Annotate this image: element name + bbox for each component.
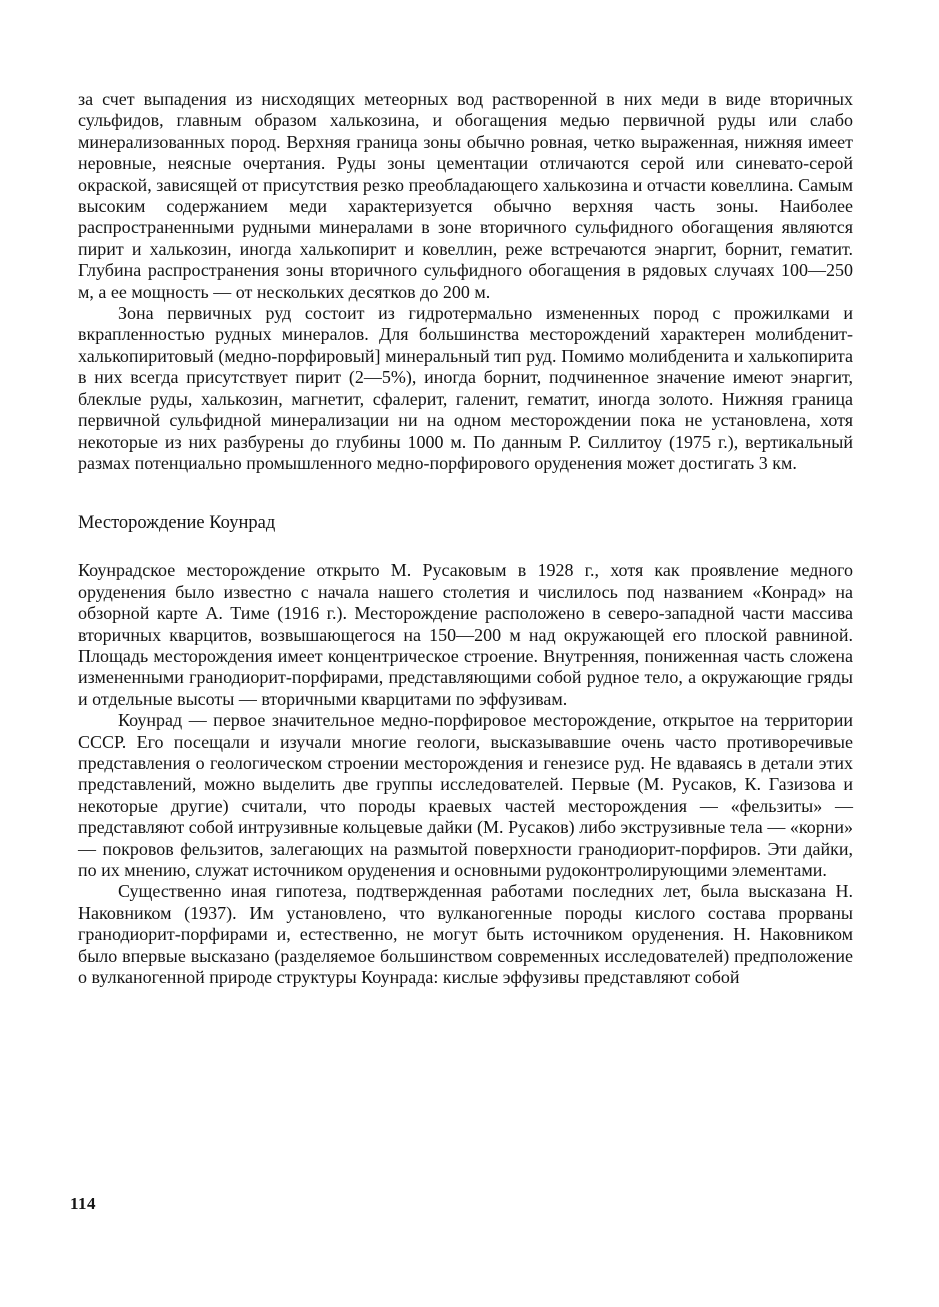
paragraph-kounrad-research: Коунрад — первое значительное медно-порфировое месторождение, открытое на территории СССР. Его посещали и изучали многие геологи, высказывавшие очень часто противоречивые представления о геологическом строении месторождения и генезисе руд. Не вдаваясь в детали этих представлений, можно выделить две группы исследователей. Первые (М. Русаков, К. Газизова и некоторые другие) считали, что породы краевых частей месторождения — «фельзиты» — представляют собой интрузивные кольцевые дайки (М. Русаков) либо экструзивные тела — «корни» — покровов фельзитов, залегающих на размытой поверхности гранодиорит-порфиров. Эти дайки, по их мнению, служат источником оруденения и основными рудоконтролирующими элементами. <box>78 710 853 880</box>
paragraph-cementation-zone: за счет выпадения из нисходящих метеорных вод растворенной в них меди в виде вторичных сульфидов, главным образом халькозина, и обогащения медью первичной руды или слабо минерализованных пород. Верхняя граница зоны обычно ровная, четко выраженная, нижняя имеет неровные, неясные очертания. Руды зоны цементации отличаются серой или синевато-серой окраской, зависящей от присутствия резко преобладающего халькозина и отчасти ковеллина. Самым высоким содержанием меди характеризуется обычно верхняя часть зоны. Наиболее распространенными рудными минералами в зоне вторичного сульфидного обогащения являются пирит и халькозин, иногда халькопирит и ковеллин, реже встречаются энаргит, борнит, гематит. Глубина распространения зоны вторичного сульфидного обогащения в рядовых случаях 100—250 м, а ее мощность — от нескольких десятков до 200 м. <box>78 89 853 302</box>
page-body <box>78 89 853 988</box>
paragraph-nakovnik-hypothesis: Существенно иная гипотеза, подтвержденная работами последних лет, была высказана Н. Наковником (1937). Им установлено, что вулканогенные породы кислого состава прорваны гранодиорит-порфирами и, естественно, не могут быть источником оруденения. Н. Наковником было впервые высказано (разделяемое большинством современных исследователей) предположение о вулканогенной природе структуры Коунрада: кислые эффузивы представляют собой <box>78 881 853 988</box>
section-heading: Месторождение Коунрад <box>78 513 276 534</box>
paragraph-primary-ores: Зона первичных руд состоит из гидротермально измененных пород с прожилками и вкрапленностью рудных минералов. Для большинства месторождений характерен молибденит-халькопиритовый (медно-порфировый] минеральный тип руд. Помимо молибденита и халькопирита в них всегда присутствует пирит (2—5%), иногда борнит, подчиненное значение имеют энаргит, блеклые руды, халькозин, магнетит, сфалерит, галенит, гематит, иногда золото. Нижняя граница первичной сульфидной минерализации ни на одном месторождении пока не установлена, хотя некоторые из них разбурены до глубины 1000 м. По данным Р. Силлитоу (1975 г.), вертикальный размах потенциально промышленного медно-порфирового оруденения может достигать 3 км. <box>78 303 853 473</box>
page-number: 114 <box>70 1194 97 1213</box>
paragraph-kounrad-discovery: Коунрадское месторождение открыто М. Русаковым в 1928 г., хотя как проявление медного оруденения было известно с начала нашего столетия и числилось под названием «Конрад» на обзорной карте А. Тиме (1916 г.). Месторождение расположено в северо-западной части массива вторичных кварцитов, возвышающегося на 150—200 м над окружающей его плоской равниной. Площадь месторождения имеет концентрическое строение. Внутренняя, пониженная часть сложена измененными гранодиорит-порфирами, представляющими собой рудное тело, а окружающие гряды и отдельные высоты — вторичными кварцитами по эффузивам. <box>78 560 853 709</box>
